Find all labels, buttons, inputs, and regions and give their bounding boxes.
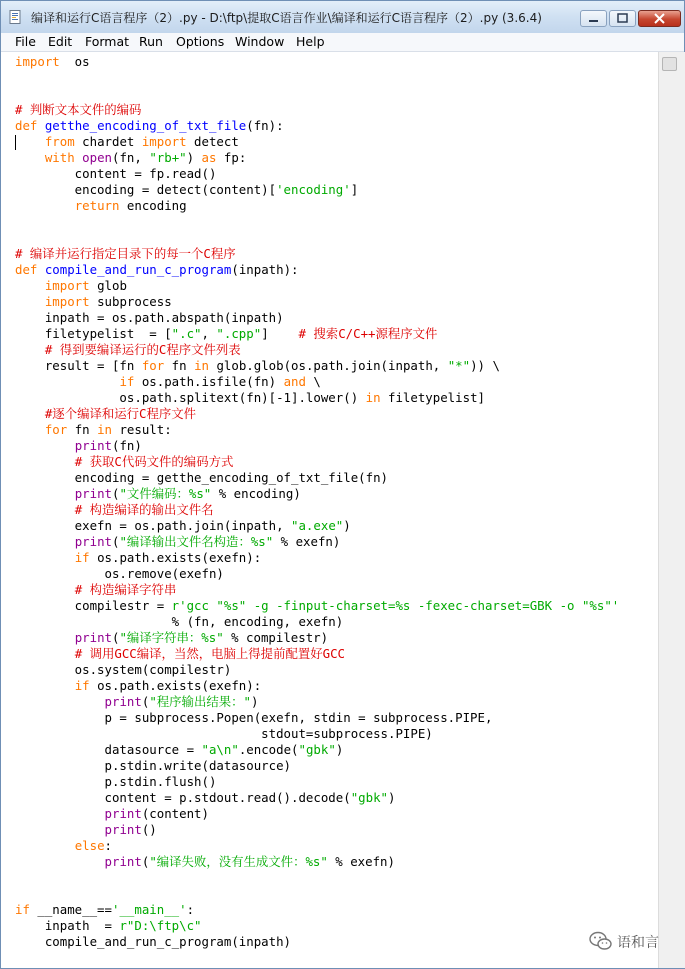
- code-line: [15, 934, 291, 950]
- code-token: fp:: [216, 150, 247, 165]
- code-line: [15, 262, 299, 278]
- code-token: content = p.stdout.read().decode(: [15, 790, 351, 805]
- code-line: [15, 166, 216, 182]
- code-token: print: [104, 854, 142, 869]
- code-token: p.stdin.write(datasource): [15, 758, 292, 773]
- code-token: detect: [186, 134, 239, 149]
- code-token: \: [305, 374, 321, 389]
- code-token: print: [74, 438, 112, 453]
- code-token: % exefn): [273, 534, 341, 549]
- code-token: encoding = getthe_encoding_of_txt_file(fn): [15, 470, 388, 485]
- code-token: print: [74, 630, 112, 645]
- code-line: [15, 902, 194, 918]
- code-line: [15, 486, 301, 502]
- minimize-icon: [581, 11, 606, 26]
- code-line: [15, 342, 241, 358]
- code-token: "a.exe": [291, 518, 344, 533]
- code-token: p.stdin.flush(): [15, 774, 217, 789]
- code-token: (inpath):: [231, 262, 299, 277]
- code-token: # 构造编译字符串: [74, 582, 177, 597]
- code-token: compile_and_run_c_program: [37, 262, 232, 277]
- code-token: [15, 486, 75, 501]
- code-line: [15, 246, 236, 262]
- code-token: % (fn, encoding, exefn): [15, 614, 344, 629]
- code-token: [15, 502, 75, 517]
- code-token: print: [104, 806, 142, 821]
- code-line: [15, 182, 358, 198]
- code-token: import: [44, 294, 90, 309]
- code-token: if: [119, 374, 135, 389]
- code-editor[interactable]: [1, 52, 658, 968]
- code-token: (fn):: [246, 118, 284, 133]
- code-token: in: [97, 422, 112, 437]
- code-token: [15, 422, 45, 437]
- code-line: [15, 102, 141, 118]
- code-token: [15, 550, 75, 565]
- code-line: [15, 774, 216, 790]
- code-token: (fn,: [112, 150, 150, 165]
- code-token: (content): [141, 806, 209, 821]
- code-line: [15, 742, 343, 758]
- code-line: [15, 358, 500, 374]
- code-token: import: [15, 54, 60, 69]
- code-token: for: [141, 358, 165, 373]
- text-cursor: [15, 135, 16, 150]
- menu-options[interactable]: Options: [176, 34, 225, 49]
- code-line: [15, 118, 284, 134]
- code-token: [15, 534, 75, 549]
- code-token: result:: [112, 422, 172, 437]
- code-token: "a\n": [201, 742, 239, 757]
- code-token: "编译字符串：%s": [119, 630, 224, 645]
- code-token: os.remove(exefn): [15, 566, 224, 581]
- python-file-icon: [9, 10, 23, 24]
- code-line: [15, 646, 345, 662]
- code-token: in: [194, 358, 209, 373]
- window-title: 编译和运行C语言程序（2）.py - D:\ftp\提取C语言作业\编译和运行C语言程序（2）.py (3.6.4): [31, 11, 542, 25]
- code-token: subprocess: [89, 294, 172, 309]
- code-line: [15, 918, 202, 934]
- code-token: def: [15, 262, 38, 277]
- code-token: "编译输出文件名构造：%s": [119, 534, 274, 549]
- code-line: [15, 614, 343, 630]
- close-icon: [639, 11, 680, 26]
- code-token: def: [15, 118, 38, 133]
- code-line: [15, 854, 395, 870]
- code-token: [15, 294, 45, 309]
- code-token: [15, 278, 45, 293]
- code-token: ".cpp": [216, 326, 262, 341]
- code-token: os.path.exists(exefn):: [89, 678, 262, 693]
- code-line: [15, 326, 437, 342]
- code-token: ".c": [171, 326, 202, 341]
- code-token: "rb+": [149, 150, 187, 165]
- code-token: [15, 806, 105, 821]
- code-line: [15, 710, 492, 726]
- code-token: % encoding): [211, 486, 301, 501]
- code-line: [15, 198, 187, 214]
- code-line: [15, 406, 196, 422]
- menu-run[interactable]: Run: [139, 34, 163, 49]
- code-token: if: [74, 678, 90, 693]
- code-token: % exefn): [327, 854, 395, 869]
- code-token: print: [74, 486, 112, 501]
- code-line: [15, 582, 176, 598]
- code-token: (: [112, 630, 120, 645]
- code-line: [15, 278, 127, 294]
- code-token: [15, 678, 75, 693]
- menu-file[interactable]: File: [15, 34, 36, 49]
- code-line: [15, 790, 395, 806]
- code-token: else: [74, 838, 105, 853]
- code-token: print: [74, 534, 112, 549]
- code-token: # 调用GCC编译，当然，电脑上得提前配置好GCC: [74, 646, 346, 661]
- code-token: fn: [67, 422, 98, 437]
- code-token: [15, 342, 45, 357]
- code-token: ]: [261, 326, 299, 341]
- code-token: import: [44, 278, 90, 293]
- vertical-scrollbar[interactable]: [658, 52, 685, 968]
- code-token: for: [44, 422, 68, 437]
- code-token: ): [388, 790, 396, 805]
- code-line: [15, 806, 209, 822]
- code-token: # 构造编译的输出文件名: [74, 502, 214, 517]
- code-token: #逐个编译和运行C程序文件: [44, 406, 197, 421]
- code-token: and: [283, 374, 306, 389]
- code-line: [15, 598, 619, 614]
- code-token: open: [74, 150, 112, 165]
- code-line: [15, 374, 321, 390]
- code-token: content = fp.read(): [15, 166, 217, 181]
- code-token: [15, 630, 75, 645]
- code-line: [15, 662, 231, 678]
- close-button[interactable]: [638, 10, 681, 27]
- code-token: stdout=subprocess.PIPE): [15, 726, 433, 741]
- code-token: ): [186, 150, 202, 165]
- watermark-text: 语和言: [617, 935, 659, 951]
- code-token: (: [112, 534, 120, 549]
- code-line: [15, 822, 157, 838]
- code-token: [15, 406, 45, 421]
- code-line: [15, 54, 90, 70]
- code-token: ): [335, 742, 344, 757]
- code-token: [15, 838, 75, 853]
- code-line: [15, 534, 340, 550]
- code-token: # 得到要编译运行的C程序文件列表: [44, 342, 241, 357]
- code-line: [15, 470, 388, 486]
- menu-format[interactable]: Format: [85, 34, 130, 49]
- code-token: "gbk": [298, 742, 336, 757]
- code-token: os: [59, 54, 90, 69]
- code-token: # 编译并运行指定目录下的每一个C程序: [15, 246, 236, 261]
- code-token: result = [fn: [15, 358, 142, 373]
- code-token: [15, 150, 45, 165]
- code-token: ,: [201, 326, 217, 341]
- code-token: [15, 134, 45, 149]
- code-token: ]: [350, 182, 359, 197]
- code-token: os.system(compilestr): [15, 662, 232, 677]
- code-token: print: [104, 822, 142, 837]
- code-token: "程序输出结果：": [149, 694, 251, 709]
- code-line: [15, 310, 284, 326]
- code-token: "gbk": [350, 790, 389, 805]
- code-token: glob: [89, 278, 127, 293]
- code-token: .encode(: [238, 742, 299, 757]
- code-token: [15, 854, 105, 869]
- code-token: if: [15, 902, 30, 917]
- code-token: os.path.exists(exefn):: [89, 550, 262, 565]
- code-token: % compilestr): [223, 630, 329, 645]
- code-token: # 获取C代码文件的编码方式: [74, 454, 234, 469]
- code-line: [15, 550, 261, 566]
- title-bar[interactable]: [1, 1, 684, 34]
- code-token: 'encoding': [276, 182, 351, 197]
- code-line: [15, 758, 291, 774]
- code-token: print: [104, 694, 142, 709]
- code-line: [15, 150, 246, 166]
- code-token: os.path.isfile(fn): [134, 374, 284, 389]
- code-token: [15, 694, 105, 709]
- code-token: [15, 646, 75, 661]
- maximize-icon: [610, 11, 635, 26]
- code-line: [15, 694, 258, 710]
- code-token: getthe_encoding_of_txt_file: [37, 118, 247, 133]
- code-line: [15, 726, 433, 742]
- code-token: filetypelist = [: [15, 326, 172, 341]
- code-token: compilestr =: [15, 598, 172, 613]
- code-token: (: [112, 486, 120, 501]
- code-token: encoding: [119, 198, 187, 213]
- code-token: glob.glob(os.path.join(inpath,: [208, 358, 448, 373]
- code-token: encoding = detect(content)[: [15, 182, 277, 197]
- code-token: [15, 454, 75, 469]
- code-token: if: [74, 550, 90, 565]
- code-token: fn: [164, 358, 195, 373]
- code-token: p = subprocess.Popen(exefn, stdin = subprocess.PIPE,: [15, 710, 493, 725]
- code-line: [15, 294, 172, 310]
- code-token: compile_and_run_c_program(inpath): [15, 934, 292, 949]
- menu-help[interactable]: Help: [296, 34, 325, 49]
- code-token: [15, 822, 105, 837]
- code-token: [15, 438, 75, 453]
- minimize-button[interactable]: [580, 10, 607, 27]
- code-token: '__main__': [111, 902, 187, 917]
- menu-window[interactable]: Window: [235, 34, 285, 49]
- code-token: r"D:\ftp\c": [119, 918, 202, 933]
- code-line: [15, 502, 214, 518]
- code-token: in: [365, 390, 381, 405]
- code-token: (fn): [112, 438, 142, 453]
- code-line: [15, 134, 239, 150]
- menu-edit[interactable]: Edit: [48, 34, 73, 49]
- code-token: # 判断文本文件的编码: [15, 102, 142, 117]
- code-line: [15, 838, 112, 854]
- code-line: [15, 566, 224, 582]
- code-token: "编译失败，没有生成文件：%s": [149, 854, 328, 869]
- code-token: exefn = os.path.join(inpath,: [15, 518, 292, 533]
- code-token: "文件编码：%s": [119, 486, 212, 501]
- code-token: filetypelist]: [380, 390, 485, 405]
- wechat-icon: [589, 930, 613, 952]
- code-token: with: [44, 150, 75, 165]
- code-token: :: [104, 838, 112, 853]
- code-token: :: [186, 902, 195, 917]
- code-line: [15, 438, 142, 454]
- code-token: (): [141, 822, 157, 837]
- maximize-button[interactable]: [609, 10, 636, 27]
- code-line: [15, 390, 485, 406]
- code-token: inpath =: [15, 918, 120, 933]
- code-line: [15, 678, 261, 694]
- code-token: os.path.splitext(fn)[-1].lower(): [15, 390, 366, 405]
- code-line: [15, 454, 233, 470]
- code-token: as: [201, 150, 217, 165]
- code-token: return: [74, 198, 120, 213]
- code-token: ): [343, 518, 351, 533]
- code-token: "*": [447, 358, 471, 373]
- watermark: [589, 930, 659, 952]
- code-token: # 搜索C/C++源程序文件: [298, 326, 438, 341]
- scrollbar-thumb[interactable]: [662, 57, 677, 71]
- code-token: inpath = os.path.abspath(inpath): [15, 310, 284, 325]
- code-token: (: [141, 854, 150, 869]
- code-token: __name__==: [29, 902, 112, 917]
- code-line: [15, 422, 172, 438]
- code-token: import: [141, 134, 187, 149]
- code-token: [15, 374, 119, 389]
- code-token: r'gcc "%s" -g -finput-charset=%s -fexec-charset=GBK -o "%s"': [171, 598, 620, 613]
- code-line: [15, 630, 328, 646]
- code-token: datasource =: [15, 742, 202, 757]
- code-token: [15, 198, 75, 213]
- code-line: [15, 518, 351, 534]
- code-token: [15, 582, 75, 597]
- code-token: ): [250, 694, 259, 709]
- code-token: from: [44, 134, 75, 149]
- menu-bar: [1, 33, 684, 52]
- code-token: (: [141, 694, 150, 709]
- code-token: )) \: [470, 358, 500, 373]
- code-token: chardet: [74, 134, 142, 149]
